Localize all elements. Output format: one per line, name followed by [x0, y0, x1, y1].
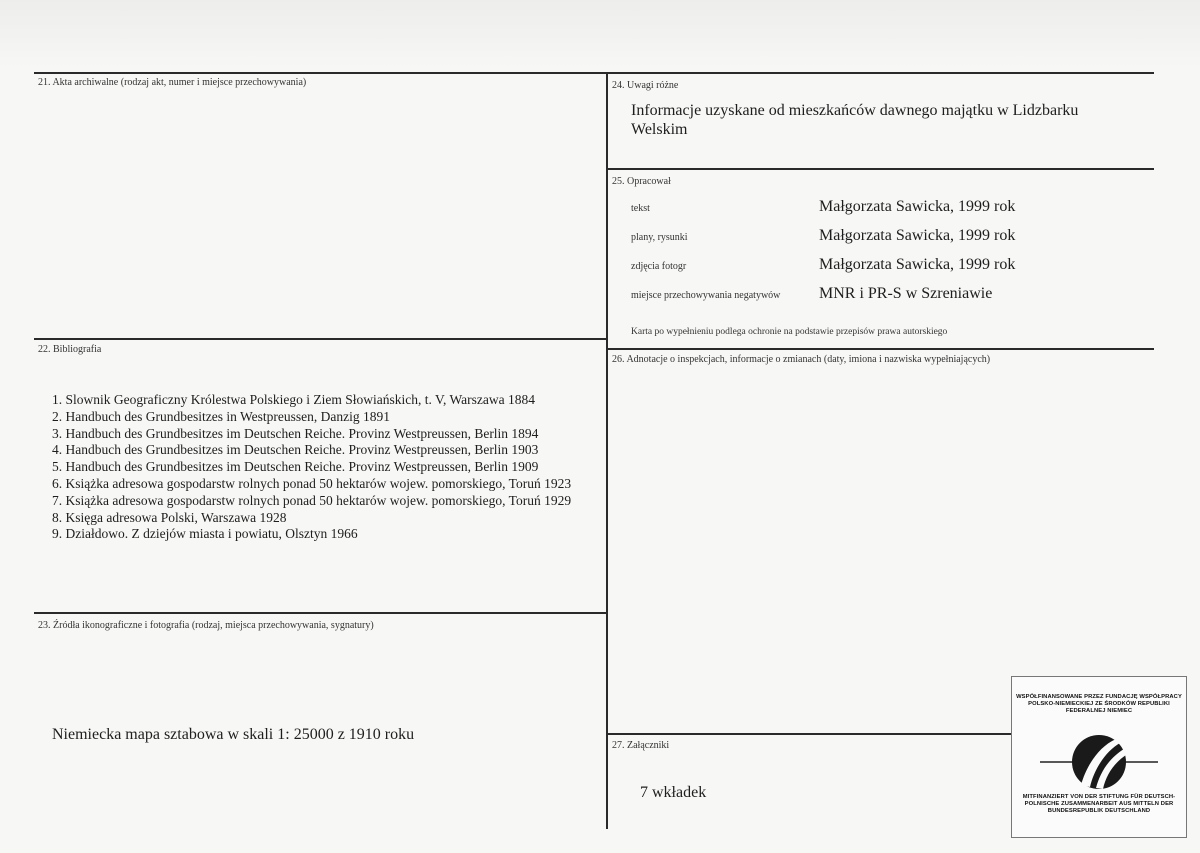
- author-row-label: plany, rysunki: [631, 232, 688, 243]
- list-item: 8. Księga adresowa Polski, Warszawa 1928: [52, 509, 287, 525]
- foundation-logo-icon: [1040, 731, 1158, 793]
- section-23-text: Niemiecka mapa sztabowa w skali 1: 25000 z 1910 roku: [52, 726, 415, 743]
- section-26-label: 26. Adnotacje o inspekcjach, informacje o zmianach (daty, imiona i nazwiska wypełniających): [612, 354, 991, 365]
- section-23-label: 23. Źródła ikonograficzne i fotografia (rodzaj, miejsca przechowywania, sygnatury): [38, 620, 374, 631]
- list-item: 1. Slownik Geograficzny Królestwa Polskiego i Ziem Słowiańskich, t. V, Warszawa 1884: [52, 392, 535, 407]
- author-row-label: zdjęcia fotogr: [631, 261, 687, 272]
- section-22-label: 22. Bibliografia: [38, 344, 102, 355]
- section-27-label: 27. Załączniki: [612, 740, 670, 751]
- author-row-value: Małgorzata Sawicka, 1999 rok: [819, 256, 1016, 273]
- divider-25-26: [607, 348, 1154, 350]
- list-item: 6. Książka adresowa gospodarstw rolnych ponad 50 hektarów wojew. pomorskiego, Toruń 1923: [52, 475, 572, 491]
- author-row-value: MNR i PR-S w Szreniawie: [819, 285, 993, 302]
- bibliography-list: [52, 392, 592, 543]
- copyright-note: Karta po wypełnieniu podlega ochronie na podstawie przepisów prawa autorskiego: [631, 327, 948, 337]
- list-item: 3. Handbuch des Grundbesitzes im Deutschen Reiche. Provinz Westpreussen, Berlin 1894: [52, 425, 539, 441]
- author-row-label: miejsce przechowywania negatywów: [631, 290, 781, 301]
- author-row-value: Małgorzata Sawicka, 1999 rok: [819, 198, 1016, 215]
- divider-22-23: [34, 612, 607, 614]
- list-item: 4. Handbuch des Grundbesitzes im Deutschen Reiche. Provinz Westpreussen, Berlin 1903: [52, 442, 539, 458]
- section-21-label: 21. Akta archiwalne (rodzaj akt, numer i miejsce przechowywania): [38, 77, 307, 88]
- list-item: 2. Handbuch des Grundbesitzes in Westpreussen, Danzig 1891: [52, 408, 390, 424]
- divider-21-22: [34, 338, 607, 340]
- section-27-text: 7 wkładek: [640, 784, 707, 801]
- stamp-german-text: MITFINANZIERT VON DER STIFTUNG FÜR DEUTSCH-POLNISCHE ZUSAMMENARBEIT AUS MITTELN DER BUNDESREPUBLIK DEUTSCHLAND: [1022, 794, 1176, 815]
- section-25-label: 25. Opracował: [612, 176, 671, 187]
- author-row-value: Małgorzata Sawicka, 1999 rok: [819, 227, 1016, 244]
- divider-26-27: [607, 733, 1011, 735]
- divider-top: [34, 72, 1154, 74]
- section-24-label: 24. Uwagi różne: [612, 80, 679, 91]
- author-row-label: tekst: [631, 203, 650, 214]
- list-item: 9. Działdowo. Z dziejów miasta i powiatu, Olsztyn 1966: [52, 526, 358, 542]
- cofinancing-stamp: [1011, 676, 1187, 838]
- stamp-polish-text: WSPÓŁFINANSOWANE PRZEZ FUNDACJĘ WSPÓŁPRACY POLSKO-NIEMIECKIEJ ZE ŚRODKÓW REPUBLIKI FEDERALNEJ NIEMIEC: [1016, 694, 1182, 715]
- divider-24-25: [607, 168, 1154, 170]
- section-24-text: Informacje uzyskane od mieszkańców dawnego majątku w Lidzbarku Welskim: [631, 102, 1079, 138]
- divider-vertical: [606, 72, 608, 829]
- list-item: 7. Książka adresowa gospodarstw rolnych ponad 50 hektarów wojew. pomorskiego, Toruń 1929: [52, 492, 572, 508]
- top-shading: [0, 0, 1200, 68]
- list-item: 5. Handbuch des Grundbesitzes im Deutschen Reiche. Provinz Westpreussen, Berlin 1909: [52, 459, 539, 475]
